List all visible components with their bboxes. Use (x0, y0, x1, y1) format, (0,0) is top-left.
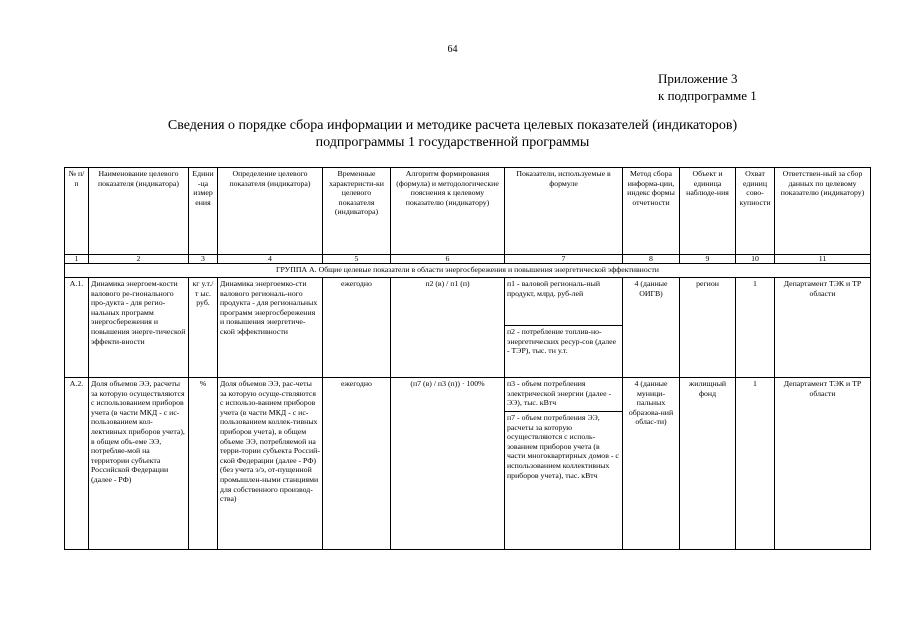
indicator-definition: Динамика энергоемко-сти валового региональ-ного продукта - для региональных программ энергосбережения и повышения энергетиче-ской эффективности (218, 278, 323, 378)
column-number: 9 (680, 255, 736, 264)
indicator-responsible: Департамент ТЭК и ТР области (775, 378, 871, 550)
indicator-object: жилищный фонд (680, 378, 736, 550)
column-number: 5 (323, 255, 391, 264)
column-number: 8 (623, 255, 680, 264)
indicator-method: 4 (данные ОИГВ) (623, 278, 680, 378)
indicator-name: Динамика энергоем-кости валового ре-гионального про-дукта - для регио-нальных программ энергосбережения и повышения энерге-тической эффекти-вности (89, 278, 189, 378)
indicator-definition: Доля объемов ЭЭ, рас-четы за которую осуще-ствляются с использо-ванием приборов учета (в части МКД - с ис-пользованием коллек-тивных приборов учета), в общем объеме ЭЭ, потребляемой на терри-тории субъекта Россий-ской Федерации (далее - РФ) (без учета э/э, от-пущенной промышлен-ными станциями для собственного производ-ства) (218, 378, 323, 550)
header-cell: Алгоритм формирования (формула) и методологические пояснения к целевому показателю (индикатору) (391, 168, 505, 255)
column-number: 6 (391, 255, 505, 264)
page-number: 64 (447, 44, 458, 55)
column-number-row (65, 255, 871, 264)
appendix-line-2: к подпрограмме 1 (658, 88, 757, 103)
appendix-label (658, 70, 757, 104)
param-item: п7 - объем потребления ЭЭ, расчеты за которую осуществляются с исполь-зованием приборов учета (в части многоквартирных домов - с использованием коллективных приборов учета), тыс. кВтч (505, 411, 622, 481)
title-line-1: Сведения о порядке сбора информации и методике расчета целевых показателей (индикаторов) (167, 118, 738, 133)
document-title (0, 117, 905, 151)
indicator-unit: % (189, 378, 218, 550)
param-item: п2 - потребление топлив-но-энергетических ресур-сов (далее - ТЭР), тыс. тн у.т. (505, 325, 622, 357)
indicator-name: Доля объемов ЭЭ, расчеты за которую осуществляются с использованием приборов учета (в части МКД - с ис-пользованием кол-лективных приборов учета), в общем объ-еме ЭЭ, потребляе-мой на территории субъекта Российской Федерации (далее - РФ) (89, 378, 189, 550)
appendix-line-1: Приложение 3 (658, 71, 738, 86)
indicator-formula: п2 (в) / п1 (п) (391, 278, 505, 378)
column-number: 4 (218, 255, 323, 264)
table-row (65, 378, 871, 550)
column-number: 10 (736, 255, 775, 264)
group-title: ГРУППА А. Общие целевые показатели в области энергосбережения и повышения энергетической эффективности (65, 264, 871, 278)
header-cell: Показатели, используемые в формуле (505, 168, 623, 255)
param-item: п1 - валовой региональ-ный продукт, млрд. руб-лей (507, 279, 601, 298)
header-cell: Наименование целевого показателя (индикатора) (89, 168, 189, 255)
header-cell: Объект и единица наблюде-ния (680, 168, 736, 255)
column-number: 3 (189, 255, 218, 264)
row-id: А.1. (65, 278, 89, 378)
indicator-object: регион (680, 278, 736, 378)
header-cell: Ответствен-ный за сбор данных по целевому показателю (индикатору) (775, 168, 871, 255)
column-number: 11 (775, 255, 871, 264)
group-row (65, 264, 871, 278)
column-number: 2 (89, 255, 189, 264)
title-line-2: подпрограммы 1 государственной программы (315, 135, 590, 150)
param-item: п3 - объем потребления электрической энергии (далее - ЭЭ), тыс. кВтч (507, 379, 612, 408)
header-cell: Охват единиц сово-купности (736, 168, 775, 255)
indicator-time: ежегодно (323, 278, 391, 378)
indicator-unit: кг у.т./т ыс. руб. (189, 278, 218, 378)
column-number: 1 (65, 255, 89, 264)
indicator-coverage: 1 (736, 278, 775, 378)
indicator-method: 4 (данные муници-пальных образова-ний облас-ти) (623, 378, 680, 550)
header-cell: Определение целевого показателя (индикатора) (218, 168, 323, 255)
indicator-time: ежегодно (323, 378, 391, 550)
header-cell: № п/п (65, 168, 89, 255)
header-row (65, 168, 871, 255)
table-row (65, 278, 871, 378)
indicator-coverage: 1 (736, 378, 775, 550)
indicator-params (505, 278, 623, 378)
row-id: А.2. (65, 378, 89, 550)
indicator-responsible: Департамент ТЭК и ТР области (775, 278, 871, 378)
header-cell: Едини -ца измер ения (189, 168, 218, 255)
indicator-params (505, 378, 623, 550)
column-number: 7 (505, 255, 623, 264)
header-cell: Временные характеристи-ки целевого показателя (индикатора) (323, 168, 391, 255)
header-cell: Метод сбора информа-ции, индекс формы отчетности (623, 168, 680, 255)
indicator-formula: (п7 (в) / п3 (п)) · 100% (391, 378, 505, 550)
indicators-table (64, 167, 871, 550)
